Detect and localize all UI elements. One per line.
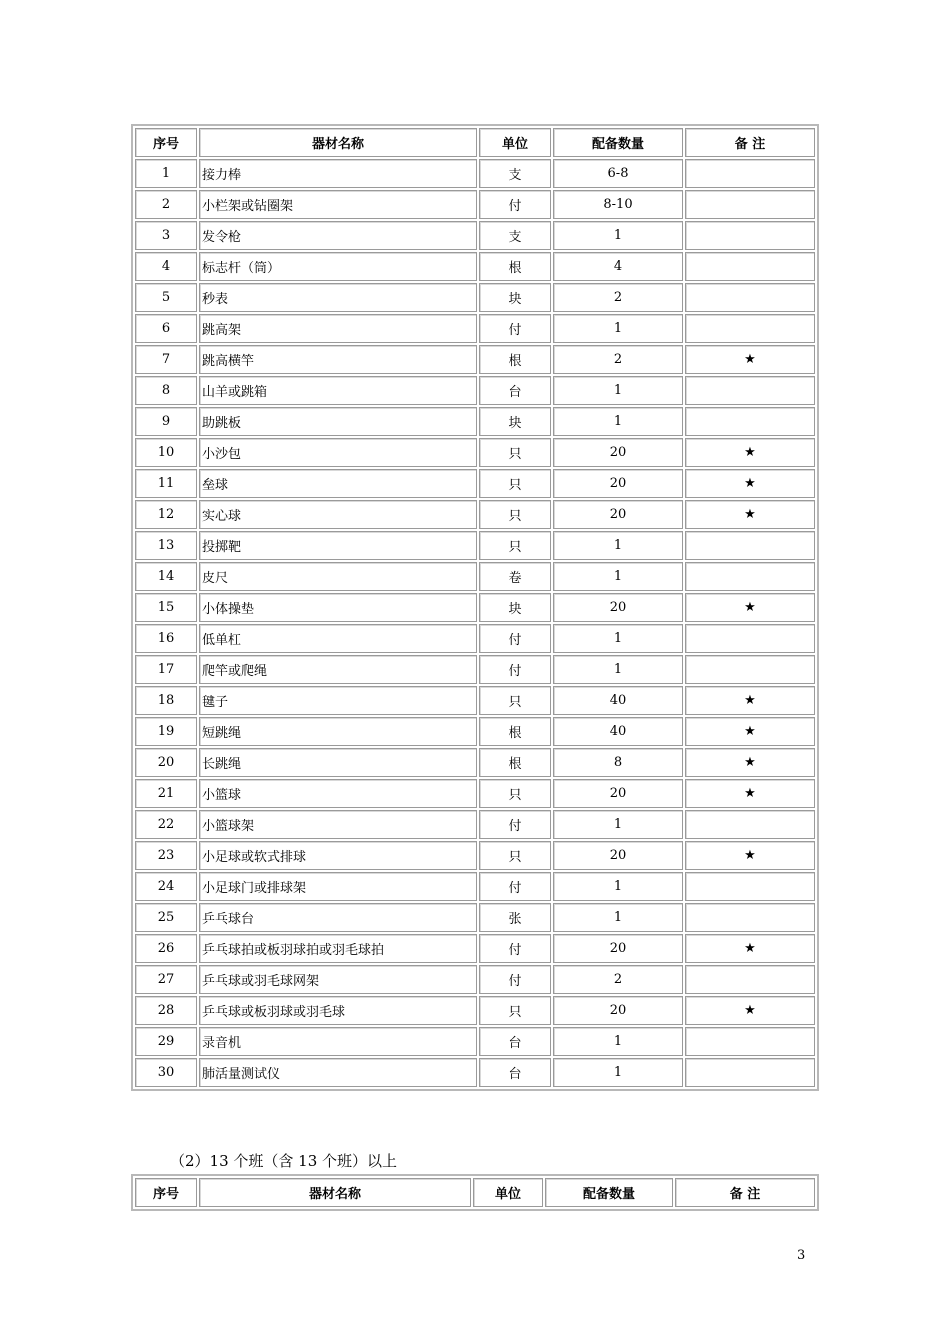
cell-name: 低单杠 — [199, 624, 477, 653]
header-qty: 配备数量 — [553, 128, 683, 157]
cell-qty: 2 — [553, 345, 683, 374]
header-unit: 单位 — [473, 1178, 543, 1207]
cell-name: 录音机 — [199, 1027, 477, 1056]
table-row — [135, 841, 815, 870]
cell-no: 24 — [135, 872, 197, 901]
cell-qty: 40 — [553, 717, 683, 746]
cell-no: 13 — [135, 531, 197, 560]
cell-no: 21 — [135, 779, 197, 808]
equipment-table-2 — [131, 1174, 819, 1211]
cell-unit: 付 — [479, 872, 551, 901]
table-row — [135, 438, 815, 467]
table-row — [135, 748, 815, 777]
cell-qty: 2 — [553, 965, 683, 994]
cell-unit: 付 — [479, 655, 551, 684]
cell-qty: 1 — [553, 1058, 683, 1087]
cell-no: 6 — [135, 314, 197, 343]
cell-qty: 20 — [553, 841, 683, 870]
header-no: 序号 — [135, 1178, 197, 1207]
cell-note: ★ — [685, 345, 815, 374]
cell-note — [685, 810, 815, 839]
cell-note: ★ — [685, 500, 815, 529]
table-row — [135, 500, 815, 529]
cell-name: 接力棒 — [199, 159, 477, 188]
cell-qty: 1 — [553, 655, 683, 684]
equipment-table-body — [135, 159, 815, 1087]
cell-qty: 1 — [553, 810, 683, 839]
cell-qty: 40 — [553, 686, 683, 715]
cell-no: 20 — [135, 748, 197, 777]
cell-note: ★ — [685, 841, 815, 870]
cell-qty: 20 — [553, 438, 683, 467]
table-row — [135, 624, 815, 653]
table-row — [135, 965, 815, 994]
header-unit: 单位 — [479, 128, 551, 157]
cell-note — [685, 965, 815, 994]
cell-note: ★ — [685, 593, 815, 622]
cell-note: ★ — [685, 996, 815, 1025]
cell-name: 小体操垫 — [199, 593, 477, 622]
table-row — [135, 934, 815, 963]
cell-name: 小足球或软式排球 — [199, 841, 477, 870]
cell-unit: 付 — [479, 965, 551, 994]
cell-qty: 20 — [553, 500, 683, 529]
cell-unit: 只 — [479, 531, 551, 560]
cell-name: 山羊或跳箱 — [199, 376, 477, 405]
cell-note — [685, 872, 815, 901]
header-qty: 配备数量 — [545, 1178, 673, 1207]
cell-unit: 张 — [479, 903, 551, 932]
table-row — [135, 655, 815, 684]
equipment-table-2-grid — [131, 1174, 819, 1211]
cell-note — [685, 655, 815, 684]
table-row — [135, 562, 815, 591]
table-row — [135, 872, 815, 901]
cell-note — [685, 314, 815, 343]
cell-no: 16 — [135, 624, 197, 653]
cell-qty: 1 — [553, 531, 683, 560]
cell-note — [685, 562, 815, 591]
cell-name: 投掷靶 — [199, 531, 477, 560]
cell-note — [685, 1027, 815, 1056]
table-row — [135, 531, 815, 560]
cell-note — [685, 531, 815, 560]
cell-qty: 1 — [553, 314, 683, 343]
cell-qty: 1 — [553, 562, 683, 591]
cell-no: 19 — [135, 717, 197, 746]
table-row — [135, 779, 815, 808]
table-row — [135, 159, 815, 188]
cell-name: 长跳绳 — [199, 748, 477, 777]
cell-no: 22 — [135, 810, 197, 839]
cell-no: 4 — [135, 252, 197, 281]
table-row — [135, 1027, 815, 1056]
table-header-row — [135, 128, 815, 157]
cell-no: 29 — [135, 1027, 197, 1056]
cell-qty: 20 — [553, 593, 683, 622]
cell-note: ★ — [685, 717, 815, 746]
cell-note — [685, 252, 815, 281]
table-row — [135, 252, 815, 281]
cell-unit: 块 — [479, 407, 551, 436]
cell-qty: 1 — [553, 221, 683, 250]
cell-no: 2 — [135, 190, 197, 219]
table-row — [135, 593, 815, 622]
cell-note — [685, 159, 815, 188]
cell-name: 小篮球 — [199, 779, 477, 808]
cell-unit: 付 — [479, 624, 551, 653]
cell-note: ★ — [685, 779, 815, 808]
cell-name: 小足球门或排球架 — [199, 872, 477, 901]
cell-unit: 根 — [479, 345, 551, 374]
cell-no: 5 — [135, 283, 197, 312]
cell-unit: 根 — [479, 748, 551, 777]
cell-no: 27 — [135, 965, 197, 994]
equipment-table — [131, 124, 819, 1091]
cell-note — [685, 903, 815, 932]
table-row — [135, 283, 815, 312]
table-row — [135, 407, 815, 436]
cell-name: 标志杆（筒） — [199, 252, 477, 281]
page-number: 3 — [797, 1248, 806, 1263]
cell-no: 7 — [135, 345, 197, 374]
cell-name: 乒乓球拍或板羽球拍或羽毛球拍 — [199, 934, 477, 963]
cell-qty: 1 — [553, 624, 683, 653]
cell-unit: 块 — [479, 283, 551, 312]
cell-name: 发令枪 — [199, 221, 477, 250]
cell-name: 毽子 — [199, 686, 477, 715]
cell-qty: 8-10 — [553, 190, 683, 219]
cell-unit: 只 — [479, 500, 551, 529]
cell-qty: 1 — [553, 872, 683, 901]
cell-name: 爬竿或爬绳 — [199, 655, 477, 684]
cell-no: 26 — [135, 934, 197, 963]
cell-note: ★ — [685, 438, 815, 467]
cell-unit: 付 — [479, 190, 551, 219]
cell-qty: 1 — [553, 1027, 683, 1056]
cell-name: 乒乓球或羽毛球网架 — [199, 965, 477, 994]
cell-note — [685, 283, 815, 312]
cell-no: 1 — [135, 159, 197, 188]
table-row — [135, 903, 815, 932]
cell-unit: 付 — [479, 314, 551, 343]
cell-no: 14 — [135, 562, 197, 591]
cell-unit: 台 — [479, 376, 551, 405]
cell-qty: 1 — [553, 407, 683, 436]
cell-no: 17 — [135, 655, 197, 684]
table-header-row — [135, 1178, 815, 1207]
table-row — [135, 345, 815, 374]
cell-no: 11 — [135, 469, 197, 498]
cell-qty: 6-8 — [553, 159, 683, 188]
cell-unit: 卷 — [479, 562, 551, 591]
header-no: 序号 — [135, 128, 197, 157]
table-row — [135, 1058, 815, 1087]
cell-note: ★ — [685, 934, 815, 963]
header-note: 备 注 — [675, 1178, 815, 1207]
table-row — [135, 469, 815, 498]
table-row — [135, 717, 815, 746]
cell-name: 小栏架或钻圈架 — [199, 190, 477, 219]
cell-name: 乒乓球台 — [199, 903, 477, 932]
cell-name: 乒乓球或板羽球或羽毛球 — [199, 996, 477, 1025]
cell-unit: 台 — [479, 1027, 551, 1056]
cell-no: 3 — [135, 221, 197, 250]
cell-qty: 20 — [553, 779, 683, 808]
cell-name: 跳高架 — [199, 314, 477, 343]
cell-note: ★ — [685, 469, 815, 498]
cell-note — [685, 1058, 815, 1087]
cell-name: 秒表 — [199, 283, 477, 312]
table-row — [135, 190, 815, 219]
cell-name: 跳高横竿 — [199, 345, 477, 374]
cell-no: 23 — [135, 841, 197, 870]
equipment-table-grid — [131, 124, 819, 1091]
header-name: 器材名称 — [199, 128, 477, 157]
table-row — [135, 686, 815, 715]
cell-name: 小沙包 — [199, 438, 477, 467]
cell-name: 助跳板 — [199, 407, 477, 436]
cell-name: 皮尺 — [199, 562, 477, 591]
cell-unit: 只 — [479, 779, 551, 808]
cell-qty: 4 — [553, 252, 683, 281]
cell-qty: 20 — [553, 469, 683, 498]
cell-unit: 台 — [479, 1058, 551, 1087]
cell-note — [685, 190, 815, 219]
cell-qty: 8 — [553, 748, 683, 777]
cell-no: 10 — [135, 438, 197, 467]
cell-unit: 根 — [479, 717, 551, 746]
cell-unit: 只 — [479, 841, 551, 870]
cell-unit: 根 — [479, 252, 551, 281]
cell-no: 25 — [135, 903, 197, 932]
table-row — [135, 376, 815, 405]
cell-name: 肺活量测试仪 — [199, 1058, 477, 1087]
cell-note — [685, 221, 815, 250]
cell-unit: 只 — [479, 469, 551, 498]
cell-no: 8 — [135, 376, 197, 405]
table-row — [135, 221, 815, 250]
header-note: 备 注 — [685, 128, 815, 157]
cell-note: ★ — [685, 686, 815, 715]
table-row — [135, 314, 815, 343]
cell-unit: 付 — [479, 810, 551, 839]
cell-name: 短跳绳 — [199, 717, 477, 746]
header-name: 器材名称 — [199, 1178, 471, 1207]
cell-no: 30 — [135, 1058, 197, 1087]
table-row — [135, 810, 815, 839]
cell-note — [685, 407, 815, 436]
cell-unit: 块 — [479, 593, 551, 622]
table-row — [135, 996, 815, 1025]
cell-no: 28 — [135, 996, 197, 1025]
cell-qty: 1 — [553, 903, 683, 932]
cell-unit: 只 — [479, 686, 551, 715]
cell-no: 15 — [135, 593, 197, 622]
cell-note: ★ — [685, 748, 815, 777]
section-heading: （2）13 个班（含 13 个班）以上 — [170, 1152, 398, 1170]
cell-unit: 只 — [479, 996, 551, 1025]
cell-qty: 20 — [553, 996, 683, 1025]
cell-qty: 20 — [553, 934, 683, 963]
cell-no: 9 — [135, 407, 197, 436]
cell-unit: 支 — [479, 221, 551, 250]
cell-no: 18 — [135, 686, 197, 715]
cell-name: 实心球 — [199, 500, 477, 529]
cell-no: 12 — [135, 500, 197, 529]
cell-qty: 2 — [553, 283, 683, 312]
cell-qty: 1 — [553, 376, 683, 405]
cell-unit: 付 — [479, 934, 551, 963]
cell-note — [685, 376, 815, 405]
cell-unit: 支 — [479, 159, 551, 188]
cell-note — [685, 624, 815, 653]
cell-unit: 只 — [479, 438, 551, 467]
cell-name: 小篮球架 — [199, 810, 477, 839]
cell-name: 垒球 — [199, 469, 477, 498]
